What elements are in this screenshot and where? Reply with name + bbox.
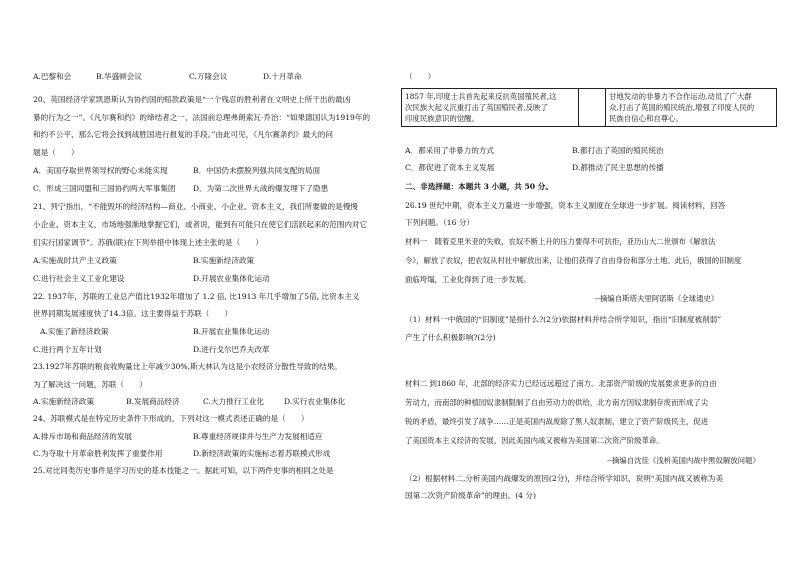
q21-option-b: B.实施新经济政策 <box>193 256 255 265</box>
material-two-line: 了美国资本主义经济的发展，因此美国内战又被称为美国第二次资产阶级革命。 <box>405 436 664 445</box>
table-cell-line: 印度民族意识的觉醒。 <box>405 114 479 123</box>
q20-stem-line: 暴的行为之一”。《凡尔赛和约》的缔结者之一、法国前总理弗朗索瓦·乔治：“如果德国认为1919年的 <box>33 113 371 122</box>
table-cell-line: 甘地发动的非暴力不合作运动,动员了广大群 <box>609 92 752 101</box>
sub-question-line: 产生了什么积极影响?(2分) <box>405 333 496 342</box>
table-cell-left <box>402 89 579 127</box>
table-cell-line: 民族自信心和自尊心。 <box>609 114 683 123</box>
q22-option-c: C.进行两个五年计划 <box>33 345 102 354</box>
q20-stem-line: 题是（ ） <box>33 148 79 157</box>
q25-stem-line: 25.对比同类历史事件是学习历史的基本技能之一。据此可知，以下两件史事的相同之处是 <box>33 466 334 475</box>
q23-stem-line: 23.1927年苏联的粮食收购量比上年减少30%,斯大林认为这是小农经济分散性导致的结果。 <box>33 362 342 371</box>
q20-option-d: D．为第二次世界大战的爆发埋下了隐患 <box>193 184 329 193</box>
q19-option-d: D.十月革命 <box>263 72 302 81</box>
source-citation: --摘编自斯塔夫里阿诺斯《全球通史》 <box>595 294 719 303</box>
q21-option-c: C.进行社会主义工业化建设 <box>33 274 125 283</box>
q23-option-c: C.大力推行工业化 <box>203 397 265 406</box>
q24-option-d: D.新经济政策的实施标志着苏联模式形成 <box>193 449 331 458</box>
q25-answer-blank: （ ） <box>405 72 436 81</box>
q25-option-c: C．都促进了资本主义发展 <box>405 163 495 172</box>
q20-stem-line: 和约不公平，那么它将会找到战胜国进行报复的手段。”由此可见，《凡尔赛条约》最大的问 <box>33 130 334 139</box>
sub-question-line: （1）材料一中俄国的“旧制度”是指什么?(2分)依据材料并结合所学知识，指出“旧制度被削弱” <box>405 315 722 324</box>
q23-option-b: B.发展商品经济 <box>126 397 180 406</box>
table-cell-right <box>606 89 777 127</box>
table-cell-line: 众,打击了英国的殖民统治,增强了印度人民的 <box>609 103 755 112</box>
q19-option-b: B.华盛顿会议 <box>96 72 142 81</box>
q26-stem-line: 下列问题。（16 分） <box>405 218 475 227</box>
q21-stem-line: 21、列宁指出，“不能毁坏的经济结构—商业、小商业、小企业、资本主义，我们所要做的是慢慢 <box>33 202 358 211</box>
q24-option-a: A.排斥市场和商品经济的发展 <box>33 432 133 441</box>
material-two-line: 劳动力，而南部的种植园奴隶制限制了自由劳动力的供给，北方南方因奴隶制存废而形成了尖 <box>405 398 709 407</box>
sub-question-line: 国第二次资产阶级革命”的理由。(4 分) <box>405 491 536 500</box>
q20-option-b: B．中国仍未摆脱列强共同支配的局面 <box>193 166 321 175</box>
material-two-line: 材料二 到1860 年，北部的经济实力已经远远超过了南方。北部资产阶级的发展要求更多的自由 <box>405 379 717 388</box>
material-two-line: 锐的矛盾，最终引发了战争……正是美国内战废除了黑人奴隶制，建立了资产阶级民主，促进 <box>405 417 709 426</box>
table-cell-line: 1857 年,印度士兵首先起来反抗英国殖民者,这 <box>405 92 557 101</box>
q20-option-a: A．美国夺取世界领导权的野心未能实现 <box>33 166 168 175</box>
q24-option-b: B.尊重经济规律并与生产力发展相适应 <box>193 432 323 441</box>
q22-option-d: D.进行戈尔巴乔夫改革 <box>193 345 270 354</box>
q23-stem-line: 为了解决这一问题，苏联（ ） <box>33 380 147 389</box>
q21-option-a: A.实施战时共产主义政策 <box>33 256 117 265</box>
q20-option-c: C．形成三国同盟和三国协约两大军事集团 <box>33 184 176 193</box>
q25-option-d: D.都推动了民主思想的传播 <box>572 163 664 172</box>
q23-option-d: D.实行农业集体化 <box>284 397 346 406</box>
q22-option-b: B.开展农业集体化运动 <box>193 327 270 336</box>
q25-option-a: A．都采用了非暴力的方式 <box>405 146 495 155</box>
q22-stem-line: 22. 1937年，苏联的工业总产值比1932年增加了 1.2 倍, 比1913 年几乎增加了5倍, 比资本主义 <box>33 292 360 301</box>
q19-option-a: A.巴黎和会 <box>33 72 72 81</box>
q20-stem-line: 20、英国经济学家凯恩斯认为协约国的赔款政策是“一个残忍的胜利者在文明史上所干出的最凶 <box>33 95 351 104</box>
q22-option-a: A.实施了新经济政策 <box>40 327 109 336</box>
q24-option-c: C.为夺取十月革命胜利发挥了重要作用 <box>33 449 163 458</box>
q21-option-d: D.开展农业集体化运动 <box>193 274 270 283</box>
table-cell-spacer <box>579 89 606 127</box>
q19-option-c: C.万隆会议 <box>189 72 228 81</box>
table-cell-line: 次民族大起义沉重打击了英国殖民者,反映了 <box>405 103 548 112</box>
q21-stem-line: 小企业、资本主义，市场地强渐地掌握它们，或者说，能到有可能只在使它们活跃起来的范围内对它 <box>33 220 368 229</box>
q22-stem-line: 世界同期发展速度快了14.3倍。这主要得益于苏联（ ） <box>33 309 233 318</box>
q21-stem-line: 们实行国家调节”。苏俄(联)在下列举措中体现上述主张的是（ ） <box>33 238 264 247</box>
comparison-table <box>401 88 777 127</box>
q23-option-a: A.实施新经济政策 <box>33 397 95 406</box>
sub-question-line: （2）根据材料二,分析美国内战爆发的原因(2分)，并结合所学知识，说明“美国内战又被称为美 <box>405 474 724 483</box>
source-citation: --摘编自沈佳《浅析美国内战中黑奴解放问题》 <box>607 456 760 465</box>
q25-option-b: B.都打击了英国的殖民统治 <box>572 146 664 155</box>
q26-stem-line: 26.19 世纪中期，资本主义力量进一步增强，资本主义制度在全球进一步扩展。阅读材料，回答 <box>405 201 726 210</box>
section-title: 二、非选择题：本题共 3 小题，共 50 分。 <box>405 182 553 191</box>
material-one-line: 面临垮塌，工业化得到了进一步发展。 <box>405 275 531 284</box>
q24-stem-line: 24、苏联模式是在特定历史条件下形成的，下列对这一模式表述正确的是（ ） <box>33 414 309 423</box>
material-one-line: 令》，解放了农奴，把农奴从村社中解放出来，让他们获得了自由身份和部分土地。此后，俄国的旧制度 <box>405 256 742 265</box>
material-one-line: 材料一 随着克里米亚的失败，农奴不断上升的压力要得不可抗拒，亚历山大二世颁布《解放法 <box>405 237 716 246</box>
